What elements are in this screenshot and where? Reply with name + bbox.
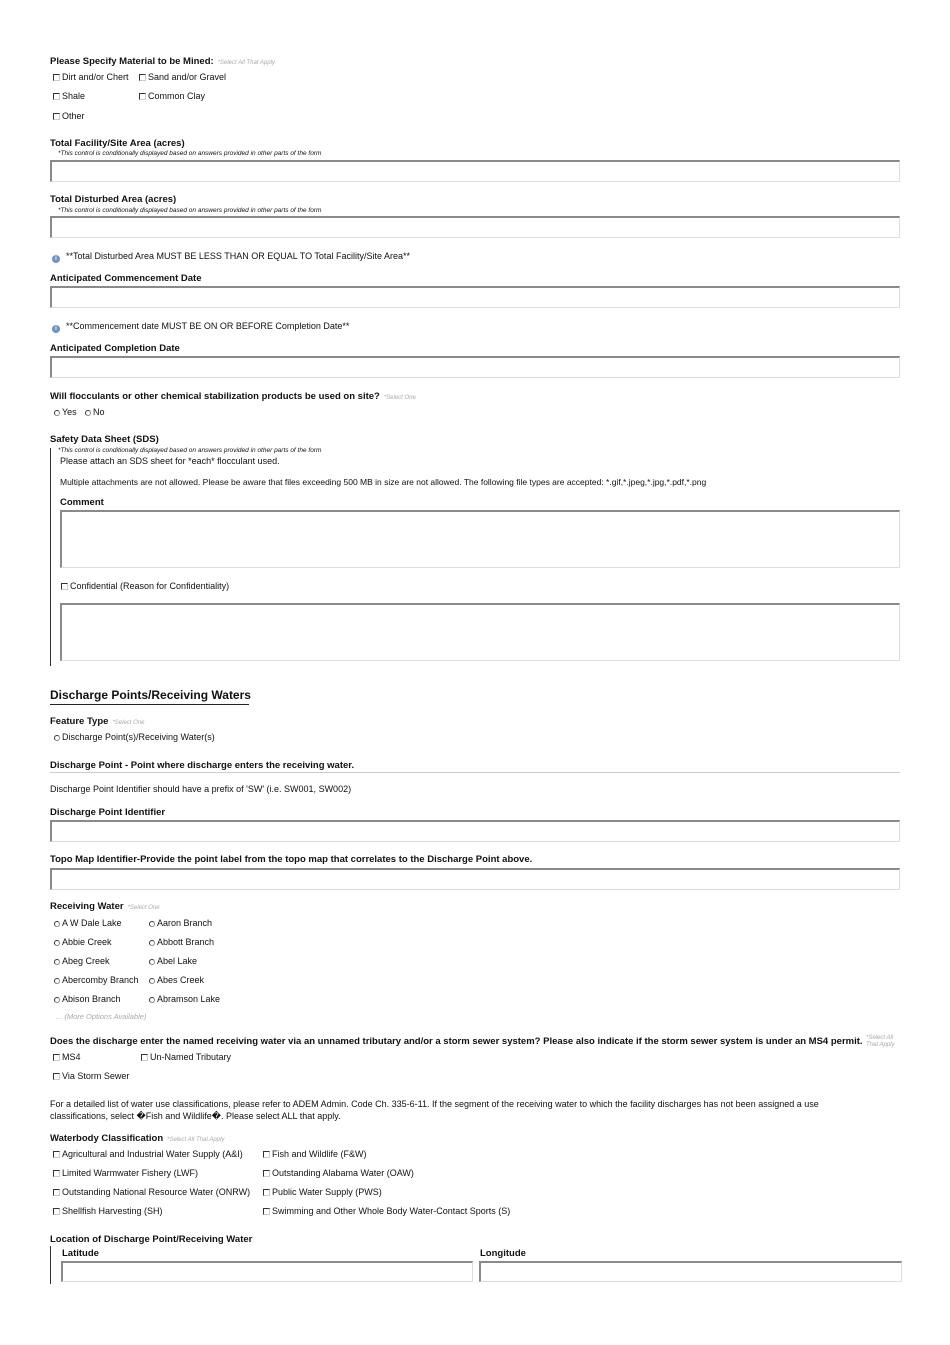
divider: [50, 772, 900, 773]
checkbox-clay[interactable]: [139, 91, 205, 101]
checkbox-ms4[interactable]: [53, 1052, 81, 1062]
option-label: Limited Warmwater Fishery (LWF): [62, 1168, 199, 1178]
sds-group-bar: [50, 448, 51, 666]
radio-icon[interactable]: [54, 410, 60, 416]
confidential-reason-textarea[interactable]: [60, 603, 900, 661]
waterbody-label: [50, 1133, 224, 1144]
completion-label: Anticipated Completion Date: [50, 343, 180, 354]
radio-rw-0[interactable]: [54, 918, 122, 928]
radio-icon[interactable]: [149, 921, 155, 927]
receiving-water-hint: *Select One: [127, 905, 160, 911]
tributary-hint: [866, 1035, 894, 1049]
sds-attachment-note: Multiple attachments are not allowed. Please be aware that files exceeding 500 MB in size are not allowed. The following file types are accepted: *.gif,*.jpeg,*.jpg,*.pdf,*.png: [60, 477, 707, 487]
material-hint: *Select All That Apply: [217, 60, 275, 66]
checkbox-icon[interactable]: [53, 1073, 60, 1080]
disturbed-area-label: Total Disturbed Area (acres): [50, 194, 177, 205]
checkbox-icon[interactable]: [53, 113, 60, 120]
total-area-input[interactable]: [50, 160, 900, 182]
info-area-rule: [52, 251, 410, 263]
dp-prefix-note: Discharge Point Identifier should have a prefix of 'SW' (i.e. SW001, SW002): [50, 784, 352, 794]
checkbox-icon[interactable]: [53, 1170, 60, 1177]
checkbox-icon[interactable]: [53, 74, 60, 81]
option-label: Outstanding Alabama Water (OAW): [272, 1168, 414, 1178]
comment-label: Comment: [60, 497, 104, 508]
option-label: MS4: [62, 1052, 81, 1062]
option-label: Abes Creek: [157, 975, 205, 985]
info-icon: i: [52, 325, 60, 333]
option-label: Abbie Creek: [62, 937, 112, 947]
option-label: Aaron Branch: [157, 918, 213, 928]
checkbox-icon[interactable]: [139, 74, 146, 81]
tributary-hint-line: That Apply: [866, 1042, 895, 1048]
option-label: Abeg Creek: [62, 956, 110, 966]
radio-icon[interactable]: [149, 978, 155, 984]
radio-icon[interactable]: [149, 940, 155, 946]
radio-icon[interactable]: [149, 959, 155, 965]
receiving-water-label: [50, 901, 160, 912]
radio-rw-1[interactable]: [149, 918, 212, 928]
waterbody-label-text: Waterbody Classification: [50, 1133, 164, 1144]
radio-icon[interactable]: [54, 978, 60, 984]
checkbox-wb-6[interactable]: [53, 1206, 163, 1216]
radio-icon[interactable]: [54, 735, 60, 741]
radio-rw-2[interactable]: [54, 937, 112, 947]
radio-discharge-point[interactable]: [54, 732, 215, 742]
flocculants-hint: *Select One: [383, 395, 416, 401]
info-date-rule: [52, 321, 349, 333]
option-label: Other: [62, 111, 85, 121]
flocculants-label-text: Will flocculants or other chemical stabilization products be used on site?: [50, 391, 380, 402]
checkbox-other[interactable]: [53, 111, 85, 121]
radio-rw-6[interactable]: [54, 975, 139, 985]
option-label: Yes: [62, 407, 77, 417]
info-icon: i: [52, 255, 60, 263]
latitude-label: Latitude: [62, 1248, 99, 1259]
option-label: Abel Lake: [157, 956, 198, 966]
tributary-label: Does the discharge enter the named receiving water via an unnamed tributary and/or a storm sewer system? Please also indicate if the storm sewer system is under an MS4 permit.: [50, 1036, 863, 1047]
radio-rw-3[interactable]: [149, 937, 214, 947]
radio-icon[interactable]: [54, 921, 60, 927]
topo-input[interactable]: [50, 868, 900, 890]
radio-icon[interactable]: [54, 997, 60, 1003]
radio-rw-7[interactable]: [149, 975, 204, 985]
option-label: Shale: [62, 91, 86, 101]
checkbox-wb-7[interactable]: [263, 1206, 510, 1216]
radio-rw-8[interactable]: [54, 994, 121, 1004]
total-area-label: Total Facility/Site Area (acres): [50, 138, 185, 149]
checkbox-icon[interactable]: [263, 1151, 270, 1158]
classification-note: For a detailed list of water use classifications, please refer to ADEM Admin. Code Ch. 335-6-11. If the segment of the receiving water to which the facility discharges has not been assigned a use classifications, select �Fish and Wildlife�. Please select ALL that apply.: [50, 1099, 819, 1121]
option-label: Abramson Lake: [157, 994, 221, 1004]
option-label: Fish and Wildlife (F&W): [272, 1149, 367, 1159]
radio-rw-5[interactable]: [149, 956, 197, 966]
disturbed-area-input[interactable]: [50, 216, 900, 238]
checkbox-icon[interactable]: [61, 583, 68, 590]
radio-icon[interactable]: [54, 940, 60, 946]
option-label: Common Clay: [148, 91, 206, 101]
option-label: Shellfish Harvesting (SH): [62, 1206, 163, 1216]
option-label: Discharge Point(s)/Receiving Water(s): [62, 732, 215, 742]
checkbox-icon[interactable]: [53, 1189, 60, 1196]
feature-type-hint: *Select One: [112, 720, 145, 726]
location-label: Location of Discharge Point/Receiving Water: [50, 1234, 253, 1245]
confidential-checkbox[interactable]: [61, 581, 229, 591]
radio-icon[interactable]: [149, 997, 155, 1003]
dp-identifier-label: Discharge Point Identifier: [50, 807, 166, 818]
checkbox-icon[interactable]: [53, 1151, 60, 1158]
checkbox-icon[interactable]: [53, 1208, 60, 1215]
info-date-text: **Commencement date MUST BE ON OR BEFORE Completion Date**: [66, 321, 350, 331]
checkbox-icon[interactable]: [263, 1208, 270, 1215]
option-label: Abercomby Branch: [62, 975, 139, 985]
sds-label: Safety Data Sheet (SDS): [50, 434, 159, 445]
checkbox-wb-4[interactable]: [53, 1187, 250, 1197]
comment-textarea[interactable]: [60, 510, 900, 568]
radio-no[interactable]: [85, 407, 105, 417]
checkbox-icon[interactable]: [53, 93, 60, 100]
option-label: Agricultural and Industrial Water Supply (A&I): [62, 1149, 243, 1159]
option-label: Outstanding National Resource Water (ONRW): [62, 1187, 251, 1197]
option-label: Abison Branch: [62, 994, 121, 1004]
feature-type-label-text: Feature Type: [50, 716, 109, 727]
option-label: Un-Named Tributary: [150, 1052, 232, 1062]
tributary-hint-line: *Select All: [866, 1035, 894, 1041]
option-label: Public Water Supply (PWS): [272, 1187, 382, 1197]
topo-label: Topo Map Identifier-Provide the point label from the topo map that correlates to the Discharge Point above.: [50, 854, 533, 865]
more-options-link[interactable]: ... (More Options Available): [56, 1012, 147, 1021]
option-label: A W Dale Lake: [62, 918, 122, 928]
radio-rw-4[interactable]: [54, 956, 110, 966]
option-label: Dirt and/or Chert: [62, 72, 129, 82]
checkbox-dirt[interactable]: [53, 72, 129, 82]
radio-icon[interactable]: [85, 410, 91, 416]
radio-yes[interactable]: [54, 407, 77, 417]
checkbox-icon[interactable]: [139, 93, 146, 100]
sds-instruction: Please attach an SDS sheet for *each* flocculant used.: [60, 456, 280, 466]
option-label: Abbott Branch: [157, 937, 215, 947]
checkbox-icon[interactable]: [263, 1189, 270, 1196]
checkbox-wb-3[interactable]: [263, 1168, 414, 1178]
option-label: Via Storm Sewer: [62, 1071, 130, 1081]
flocculants-label: [50, 391, 416, 402]
waterbody-hint: *Select All That Apply: [167, 1137, 225, 1143]
checkbox-storm-sewer[interactable]: [53, 1071, 129, 1081]
location-group-bar: [50, 1246, 51, 1284]
checkbox-wb-1[interactable]: [263, 1149, 367, 1159]
material-label: [50, 56, 275, 67]
option-label: No: [93, 407, 105, 417]
disturbed-area-note: *This control is conditionally displayed based on answers provided in other parts of the form: [58, 207, 322, 214]
completion-input[interactable]: [50, 356, 900, 378]
section-title: Discharge Points/Receiving Waters: [50, 688, 251, 702]
feature-type-label: [50, 716, 144, 727]
radio-rw-9[interactable]: [149, 994, 220, 1004]
checkbox-sand[interactable]: [139, 72, 226, 82]
checkbox-shale[interactable]: [53, 91, 85, 101]
material-label-text: Please Specify Material to be Mined:: [50, 56, 214, 67]
checkbox-wb-0[interactable]: [53, 1149, 243, 1159]
checkbox-icon[interactable]: [53, 1054, 60, 1061]
latitude-input[interactable]: [61, 1261, 473, 1282]
discharge-point-header: Discharge Point - Point where discharge enters the receiving water.: [50, 760, 355, 771]
longitude-label: Longitude: [480, 1248, 526, 1259]
dp-identifier-input[interactable]: [50, 820, 900, 842]
option-label: Swimming and Other Whole Body Water-Contact Sports (S): [272, 1206, 511, 1216]
commencement-input[interactable]: [50, 286, 900, 308]
checkbox-wb-2[interactable]: [53, 1168, 198, 1178]
radio-icon[interactable]: [54, 959, 60, 965]
checkbox-icon[interactable]: [141, 1054, 148, 1061]
checkbox-unnamed-tributary[interactable]: [141, 1052, 231, 1062]
receiving-water-label-text: Receiving Water: [50, 901, 124, 912]
total-area-note: *This control is conditionally displayed based on answers provided in other parts of the form: [58, 150, 322, 157]
confidential-label: Confidential (Reason for Confidentiality): [70, 581, 230, 591]
option-label: Sand and/or Gravel: [148, 72, 227, 82]
info-area-text: **Total Disturbed Area MUST BE LESS THAN OR EQUAL TO Total Facility/Site Area**: [66, 251, 410, 261]
commencement-label: Anticipated Commencement Date: [50, 273, 202, 284]
section-title-underline: [50, 704, 249, 705]
longitude-input[interactable]: [479, 1261, 902, 1282]
checkbox-icon[interactable]: [263, 1170, 270, 1177]
sds-note: *This control is conditionally displayed based on answers provided in other parts of the form: [58, 447, 322, 454]
checkbox-wb-5[interactable]: [263, 1187, 382, 1197]
